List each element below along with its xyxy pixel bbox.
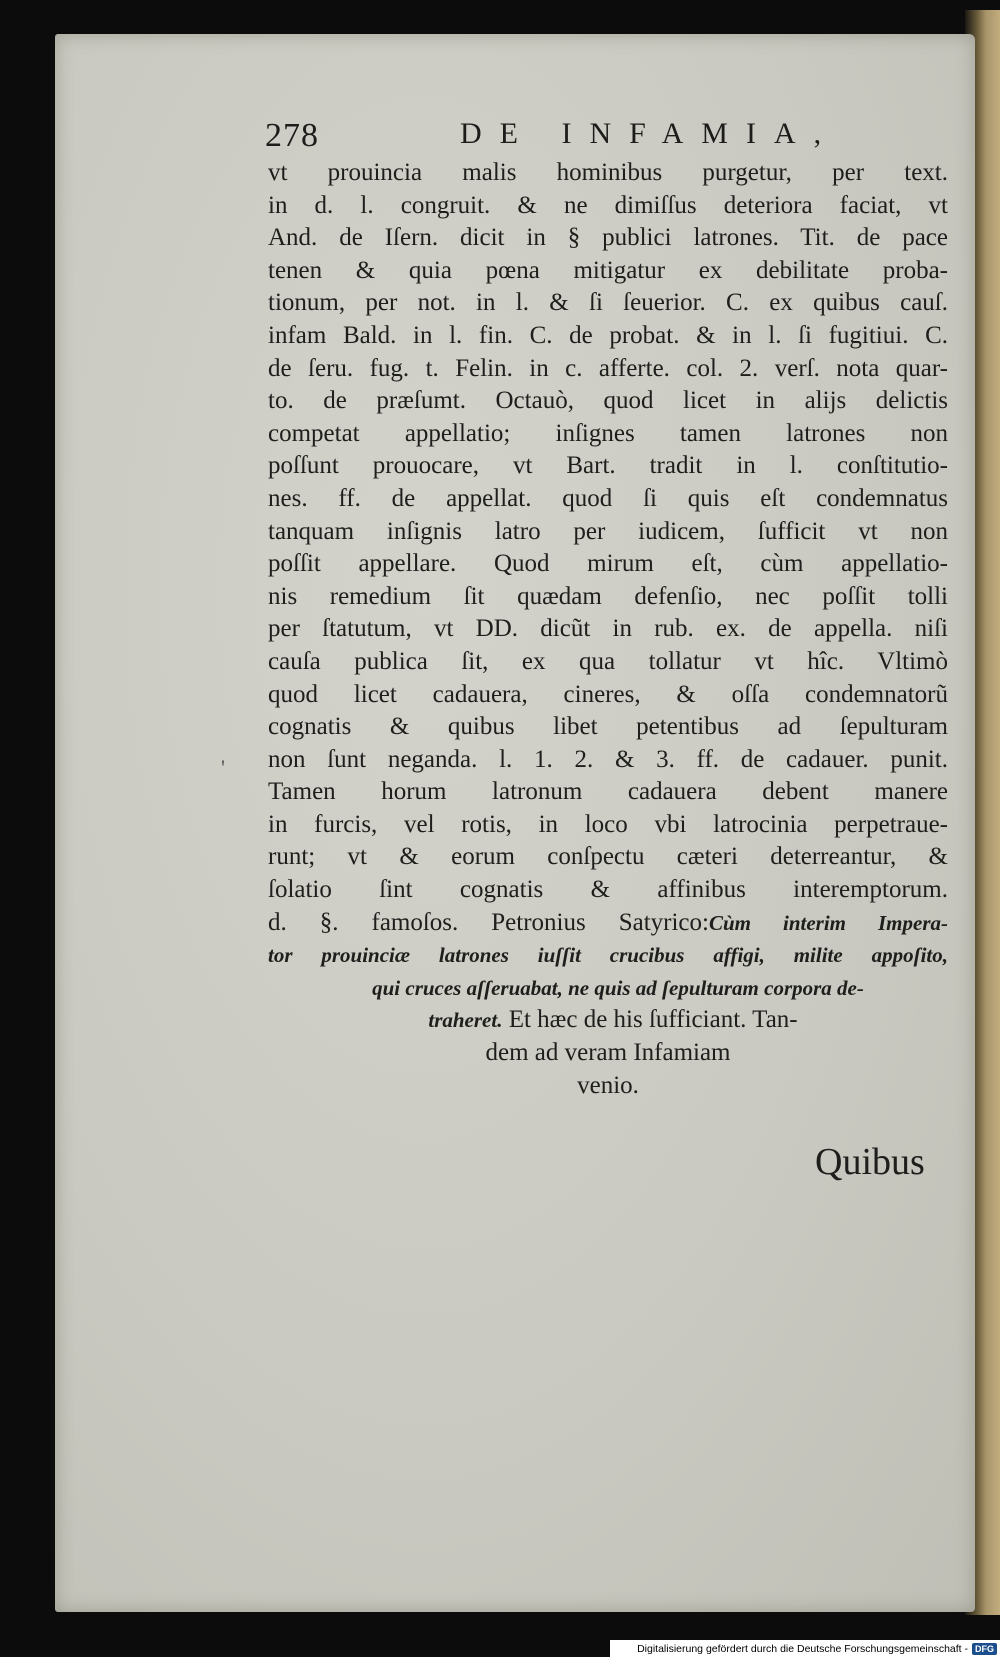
text-line-quote (268, 939, 948, 972)
text-line: infam Bald. in l. fin. C. de probat. & in l. ſi fugitiui. C. (268, 321, 948, 349)
text-line: Tamen horum latronum cadauera debent manere (268, 778, 948, 806)
text-line: cognatis & quibus libet petentibus ad ſepulturam (268, 713, 948, 741)
text-line: And. de Iſern. dicit in § publici latrones. Tit. de pace (268, 224, 948, 252)
text-line: per ſtatutum, vt DD. dicũt in rub. ex. de appella. niſi (268, 615, 948, 643)
quote-text: Cùm interim Impera- (708, 910, 948, 935)
text-line: quod licet cadauera, cineres, & oſſa condemnatorũ (268, 680, 948, 708)
text-line: de ſeru. fug. t. Felin. in c. afferte. col. 2. verſ. nota quar- (268, 354, 948, 382)
footer-credit: Digitalisierung gefördert durch die Deutsche Forschungsgemeinschaft - (637, 1642, 968, 1655)
text-line: tionum, per not. in l. & ſi ſeuerior. C. ex quibus cauſ. (268, 289, 948, 317)
body-text (268, 157, 948, 1102)
text-line: poſſit appellare. Quod mirum eſt, cùm appellatio- (268, 550, 948, 578)
digitization-footer (610, 1640, 1000, 1657)
text-line: vt prouincia malis hominibus purgetur, per text. (268, 159, 948, 186)
text-line: to. de præſumt. Octauò, quod licet in alijs delictis (268, 387, 948, 415)
text-line-quote-start (268, 907, 948, 940)
text-line: non ſunt neganda. l. 1. 2. & 3. ff. de cadauer. punit. (268, 745, 948, 773)
closing-line: venio. (577, 1071, 639, 1099)
text-line: poſſunt prouocare, vt Bart. tradit in l. conſtitutio- (268, 452, 948, 480)
closing-line: dem ad veram Infamiam (485, 1039, 731, 1067)
page-header (210, 85, 950, 154)
quote-citation: d. §. famoſos. Petronius Satyrico: (268, 908, 709, 936)
page-number: 278 (265, 117, 319, 154)
text-line: ſolatio ſint cognatis & affinibus interemptorum. (268, 876, 948, 904)
catchword: Quibus (815, 1141, 925, 1183)
quote-text: traheret. (428, 1008, 503, 1033)
quote-text: qui cruces aſſeruabat, ne quis ad ſepulturam corpora de- (372, 975, 864, 1000)
text-line: in furcis, vel rotis, in loco vbi latrocinia perpetraue- (268, 810, 948, 838)
text-line: runt; vt & eorum conſpectu cæteri deterreantur, & (268, 843, 948, 871)
text-line-quote (268, 972, 948, 1005)
text-line: cauſa publica ſit, ex qua tollatur vt hîc. Vltimò (268, 647, 948, 675)
dfg-logo-icon: DFG (972, 1643, 997, 1655)
text-line: nes. ff. de appellat. quod ſi quis eſt condemnatus (268, 484, 948, 512)
text-line: tenen & quia pœna mitigatur ex debilitate proba- (268, 256, 948, 284)
text-line-quote-end (268, 1004, 948, 1037)
margin-mark: ' (221, 755, 225, 780)
text-line: nis remedium ſit quædam defenſio, nec poſſit tolli (268, 582, 948, 610)
text-line: tanquam inſignis latro per iudicem, ſufficit vt non (268, 517, 948, 545)
quote-text: tor prouinciæ latrones iuſſit crucibus affigi, milite appoſito, (268, 943, 948, 968)
text-line: in d. l. congruit. & ne dimiſſus deteriora faciat, vt (268, 191, 948, 219)
running-title: DE INFAMIA, (460, 117, 840, 150)
closing-text: Et hæc de his ſufficiant. Tan- (508, 1006, 798, 1034)
text-line: competat appellatio; inſignes tamen latrones non (268, 419, 948, 447)
